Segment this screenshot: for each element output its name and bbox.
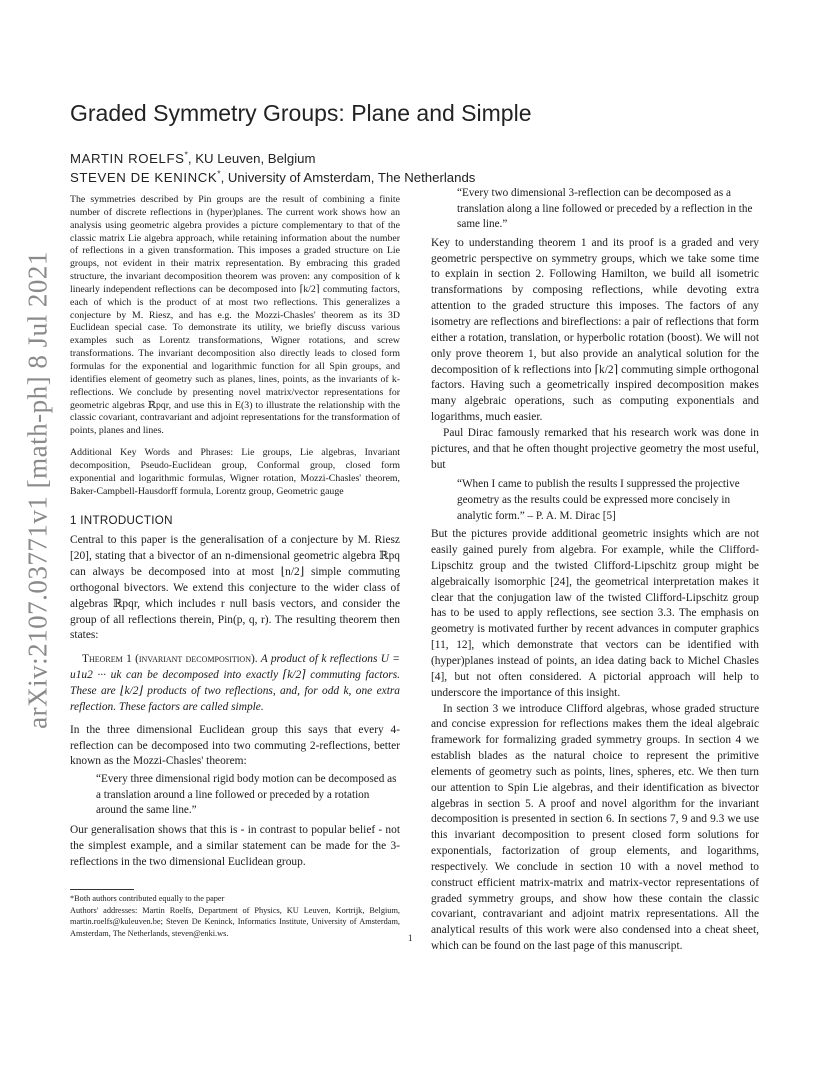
quote-2d-reflection: “Every two dimensional 3-reflection can be decomposed as a translation along a line followed or preceded by a reflection in the same line.” — [457, 187, 753, 231]
mozzi-chasles-quote: “Every three dimensional rigid body motion can be decomposed as a translation around a line followed or preceded by a rotation around the same line.” — [96, 773, 397, 817]
author-name: MARTIN ROELFS — [70, 151, 185, 166]
body-paragraph: In section 3 we introduce Clifford algebras, whose graded structure and concise expression for reflections makes them the ideal algebraic framework for formalizing graded symmetry groups. In section 4 we establish blades as the natural choice to represent the primitive elements of geometry such as points, lines, spheres, etc. We then turn our attention to Spin Lie algebras, and their identification as bivector algebras in section 5. A proof and novel algorithm for the invariant decomposition is presented in section 6. In sections 7, 9 and 9.3 we use this invariant decomposition to present closed form solutions for exponentials, factorization of group elements, and logarithms, respectively. We conclude in section 10 with a novel method to construct efficient matrix-matrix and matrix-vector representations of graded symmetry groups, and show how these contain the classic covariant, contravariant and adjoint matrix representations. All the analytical results of this work were also condensed into a cheat sheet, which can be found on the last page of this manuscript. — [431, 702, 759, 953]
abstract: The symmetries described by Pin groups are the result of combining a finite number of discrete reflections in (hyper)planes. The current work shows how an analysis using geometric algebra provides a picture complementary to that of the classic matrix Lie algebra approach, while retaining information about the number of reflections in a given transformation. This imposes a graded structure on Lie groups, not evident in their matrix representation. By embracing this graded structure, the invariant decomposition theorem was proven: any composition of k linearly independent reflections can be decomposed into ⌈k/2⌉ commuting factors, each of which is the product of at most two reflections. This generalizes a conjecture by M. Riesz, and has e.g. the Mozzi-Chasles' theorem as its 3D Euclidean special case. To demonstrate its utility, we briefly discuss various examples such as Lorentz transformations, Wigner rotations, and screw transformations. The invariant decomposition also directly leads to closed form formulas for the exponential and logarithmic function for all Spin groups, and identifies element of geometry such as planes, lines, points, as the invariants of k-reflections. We conclude by presenting novel matrix/vector representations for geometric algebras ℝpqr, and use this in E(3) to illustrate the relationship with the classic covariant, contravariant and adjoint representations for the transformation of points, planes and lines. — [70, 194, 400, 437]
paper-title: Graded Symmetry Groups: Plane and Simple — [70, 100, 532, 126]
theorem-label: Theorem 1 (invariant decomposition). — [82, 653, 258, 666]
arxiv-id: arXiv:2107.03771v1 [math-ph] 8 Jul 2021 — [22, 251, 53, 729]
footnote-rule — [70, 889, 134, 890]
author-2 — [70, 170, 475, 185]
dirac-quote: “When I came to publish the results I suppressed the projective geometry as the results could be expressed more concisely in analytic form.” – P. A. M. Dirac [5] — [457, 478, 740, 522]
author-affiliation: , University of Amsterdam, The Netherlands — [220, 170, 476, 185]
page-number: 1 — [408, 933, 413, 943]
arxiv-sidebar-stamp — [18, 251, 58, 729]
intro-paragraph: Central to this paper is the generalisation of a conjecture by M. Riesz [20], stating that a bivector of an n-dimensional geometric algebra ℝpq can always be decomposed into at most ⌊n/2⌋ simple commuting orthogonal bivectors. We extend this conjecture to the wider class of algebras ℝpqr, which includes r null basis vectors, and consider the group of all reflections therein, Pin(p, q, r). The resulting theorem then states: — [70, 534, 400, 642]
theorem-text: A product of k reflections U = u1u2 ··· uk can be decomposed into exactly ⌈k/2⌉ commuting factors. These are ⌊k/2⌋ products of two reflections, and, for odd k, one extra reflection. These factors are called simple. — [70, 653, 400, 713]
author-affiliation: , KU Leuven, Belgium — [187, 151, 316, 166]
footnotes — [70, 893, 400, 939]
body-paragraph: But the pictures provide additional geometric insights which are not easily gained purely from algebra. For example, while the Clifford-Lipschitz group and the twisted Clifford-Lipschitz group might be algebraically isomorphic [24], the geometrical interpretation makes it clear that the conjugation law of the twisted Clifford-Lipschitz group has to be used to apply reflections, see section 3.3. The emphasis on geometry is motivated further by recent advances in computer graphics [11, 12], which demonstrate that vectors can be identified with (hyper)planes instead of points, an idea dating back to Michel Chasles [4], but not often considered. A pictorial approach will help to underscore the importance of this insight. — [431, 528, 759, 699]
author-mark: * — [184, 149, 188, 160]
section-heading-introduction: 1 INTRODUCTION — [70, 514, 173, 528]
author-mark: * — [217, 168, 221, 179]
theorem-1 — [70, 652, 400, 715]
author-1 — [70, 151, 315, 166]
keywords: Additional Key Words and Phrases: Lie groups, Lie algebras, Invariant decomposition, Pseudo-Euclidean group, Conformal group, closed form exponential and logarithmic formulas, Wigner rotation, Mozzi-Chasles' theorem, Baker-Campbell-Hausdorff formula, Lorentz group, Geometric gauge — [70, 447, 400, 497]
footnote-equal-contribution: *Both authors contributed equally to the paper — [70, 894, 225, 903]
author-name: STEVEN DE KENINCK — [70, 170, 218, 185]
body-paragraph: Our generalisation shows that this is - in contrast to popular belief - not the simplest example, and a similar statement can be made for the 3-reflections in the two dimensional Euclidean group. — [70, 824, 400, 868]
body-paragraph: Key to understanding theorem 1 and its proof is a graded and very geometric perspective on symmetry groups, which we take some time to explain in section 2. Following Hamilton, we build all isometric transformations by composing reflections, while devoting extra attention to the graded structure this imposes. The factors of any isometry are reflections and bireflections: a pair of reflections that form either a rotation, translation, or hyperbolic rotation (boost). We will not only prove theorem 1, but also provide an analytical solution for the decomposition of k reflections into ⌈k/2⌉ commuting simple orthogonal factors. Having such a geometrically inspired decomposition makes many algebraic operations, such as computing exponentials and logarithms, much easier. — [431, 236, 759, 424]
right-column — [431, 186, 759, 955]
footnote-addresses: Authors' addresses: Martin Roelfs, Department of Physics, KU Leuven, Kortrijk, Belgium, martin.roelfs@kuleuven.be; Steven De Keninck, Informatics Institute, University of Amsterdam, Amsterdam, The Netherlands, steven@enki.ws. — [70, 906, 400, 938]
left-column — [70, 194, 400, 871]
body-paragraph: Paul Dirac famously remarked that his research work was done in pictures, and that he often thought projective geometry the most useful, but — [431, 426, 759, 471]
body-paragraph: In the three dimensional Euclidean group this says that every 4-reflection can be decomposed into two commuting 2-reflections, better known as the Mozzi-Chasles' theorem: — [70, 723, 400, 768]
